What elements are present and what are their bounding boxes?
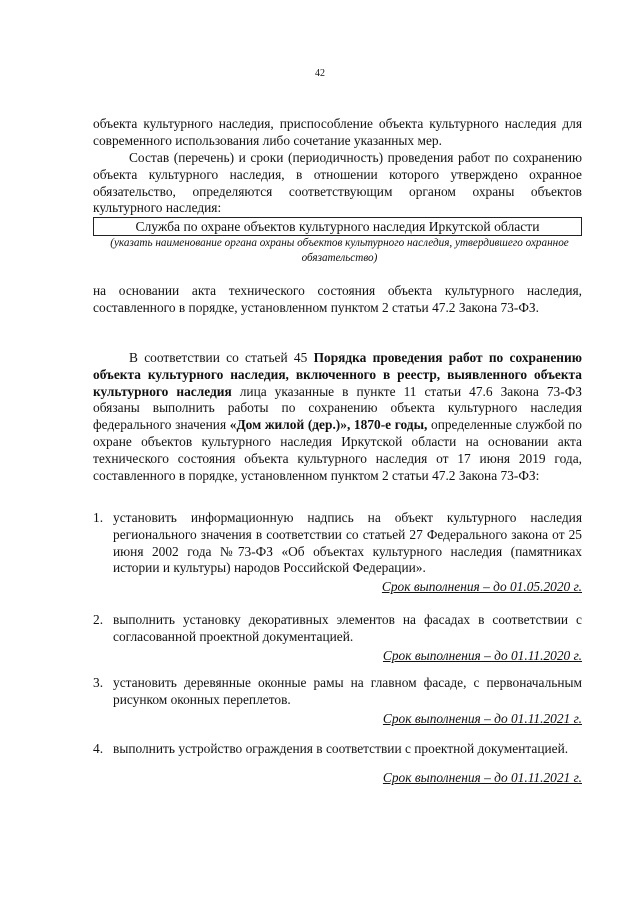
text-segment: определенные службой по охране объектов культурного наследия Иркутской области на основании акта технического состояния объекта культурного наследия от 17 июня 2019 года, составленного в порядке, установленном пунктом 2 статьи 47.2 Закона 73-ФЗ: — [93, 417, 582, 483]
paragraph-basis: на основании акта технического состояния объекта культурного наследия, составленного в порядке, установленном пунктом 2 статьи 47.2 Закона 73-ФЗ. — [93, 283, 582, 315]
list-item-text: выполнить установку декоративных элементов на фасадах в соответствии с согласованной проектной документацией. — [113, 612, 582, 644]
text-segment: лица указанные в пункте 11 статьи 47.6 Закона 73-ФЗ обязаны выполнить работы по сохранению объекта культурного наследия федерального значения — [93, 383, 582, 433]
bold-segment: Порядка проведения работ по сохранению объекта культурного наследия, включенного в реестр, выявленного объекта культурного наследия — [93, 350, 582, 399]
list-item — [93, 510, 582, 596]
list-item — [93, 675, 582, 727]
list-item-text: установить деревянные оконные рамы на главном фасаде, с первоначальным рисунком оконных переплетов. — [113, 675, 582, 707]
list-item — [93, 741, 582, 787]
list-item-number: 2. — [93, 612, 104, 627]
page-number: 42 — [315, 68, 325, 79]
bold-segment-object-name: «Дом жилой (дер.)», 1870-е годы, — [229, 417, 428, 433]
paragraph-continuation: объекта культурного наследия, приспособление объекта культурного наследия для современного использования либо сочетание указанных мер. — [93, 116, 582, 148]
deadline-text: Срок выполнения – до 01.11.2021 г. — [382, 710, 582, 726]
list-item-number: 4. — [93, 741, 104, 756]
paragraph-composition: Состав (перечень) и сроки (периодичность) проведения работ по сохранению объекта культурного наследия, в отношении которого утверждено охранное обязательство, определяются соответствующим органом охраны объектов культурного наследия: — [93, 150, 582, 216]
paragraph-article-45 — [93, 350, 582, 484]
authority-field: Служба по охране объектов культурного наследия Иркутской области — [93, 217, 582, 236]
list-item — [93, 612, 582, 664]
authority-field-caption: (указать наименование органа охраны объектов культурного наследия, утвердившего охранное обязательство) — [110, 237, 569, 264]
text-segment: В соответствии со статьей 45 — [129, 350, 314, 365]
deadline-text: Срок выполнения – до 01.05.2020 г. — [381, 579, 582, 595]
list-item-text: установить информационную надпись на объект культурного наследия регионального значения в соответствии со статьей 27 Федерального закона от 25 июня 2002 года №73-ФЗ «Об объектах культурного наследия (памятниках истории и культуры) народов Российской Федерации». — [113, 510, 582, 576]
deadline-text: Срок выполнения – до 01.11.2020 г. — [382, 647, 582, 663]
deadline-text: Срок выполнения – до 01.11.2021 г. — [382, 769, 582, 785]
list-item-number: 1. — [93, 510, 104, 525]
list-item-number: 3. — [93, 675, 104, 690]
list-item-text: выполнить устройство ограждения в соответствии с проектной документацией. — [113, 741, 569, 756]
